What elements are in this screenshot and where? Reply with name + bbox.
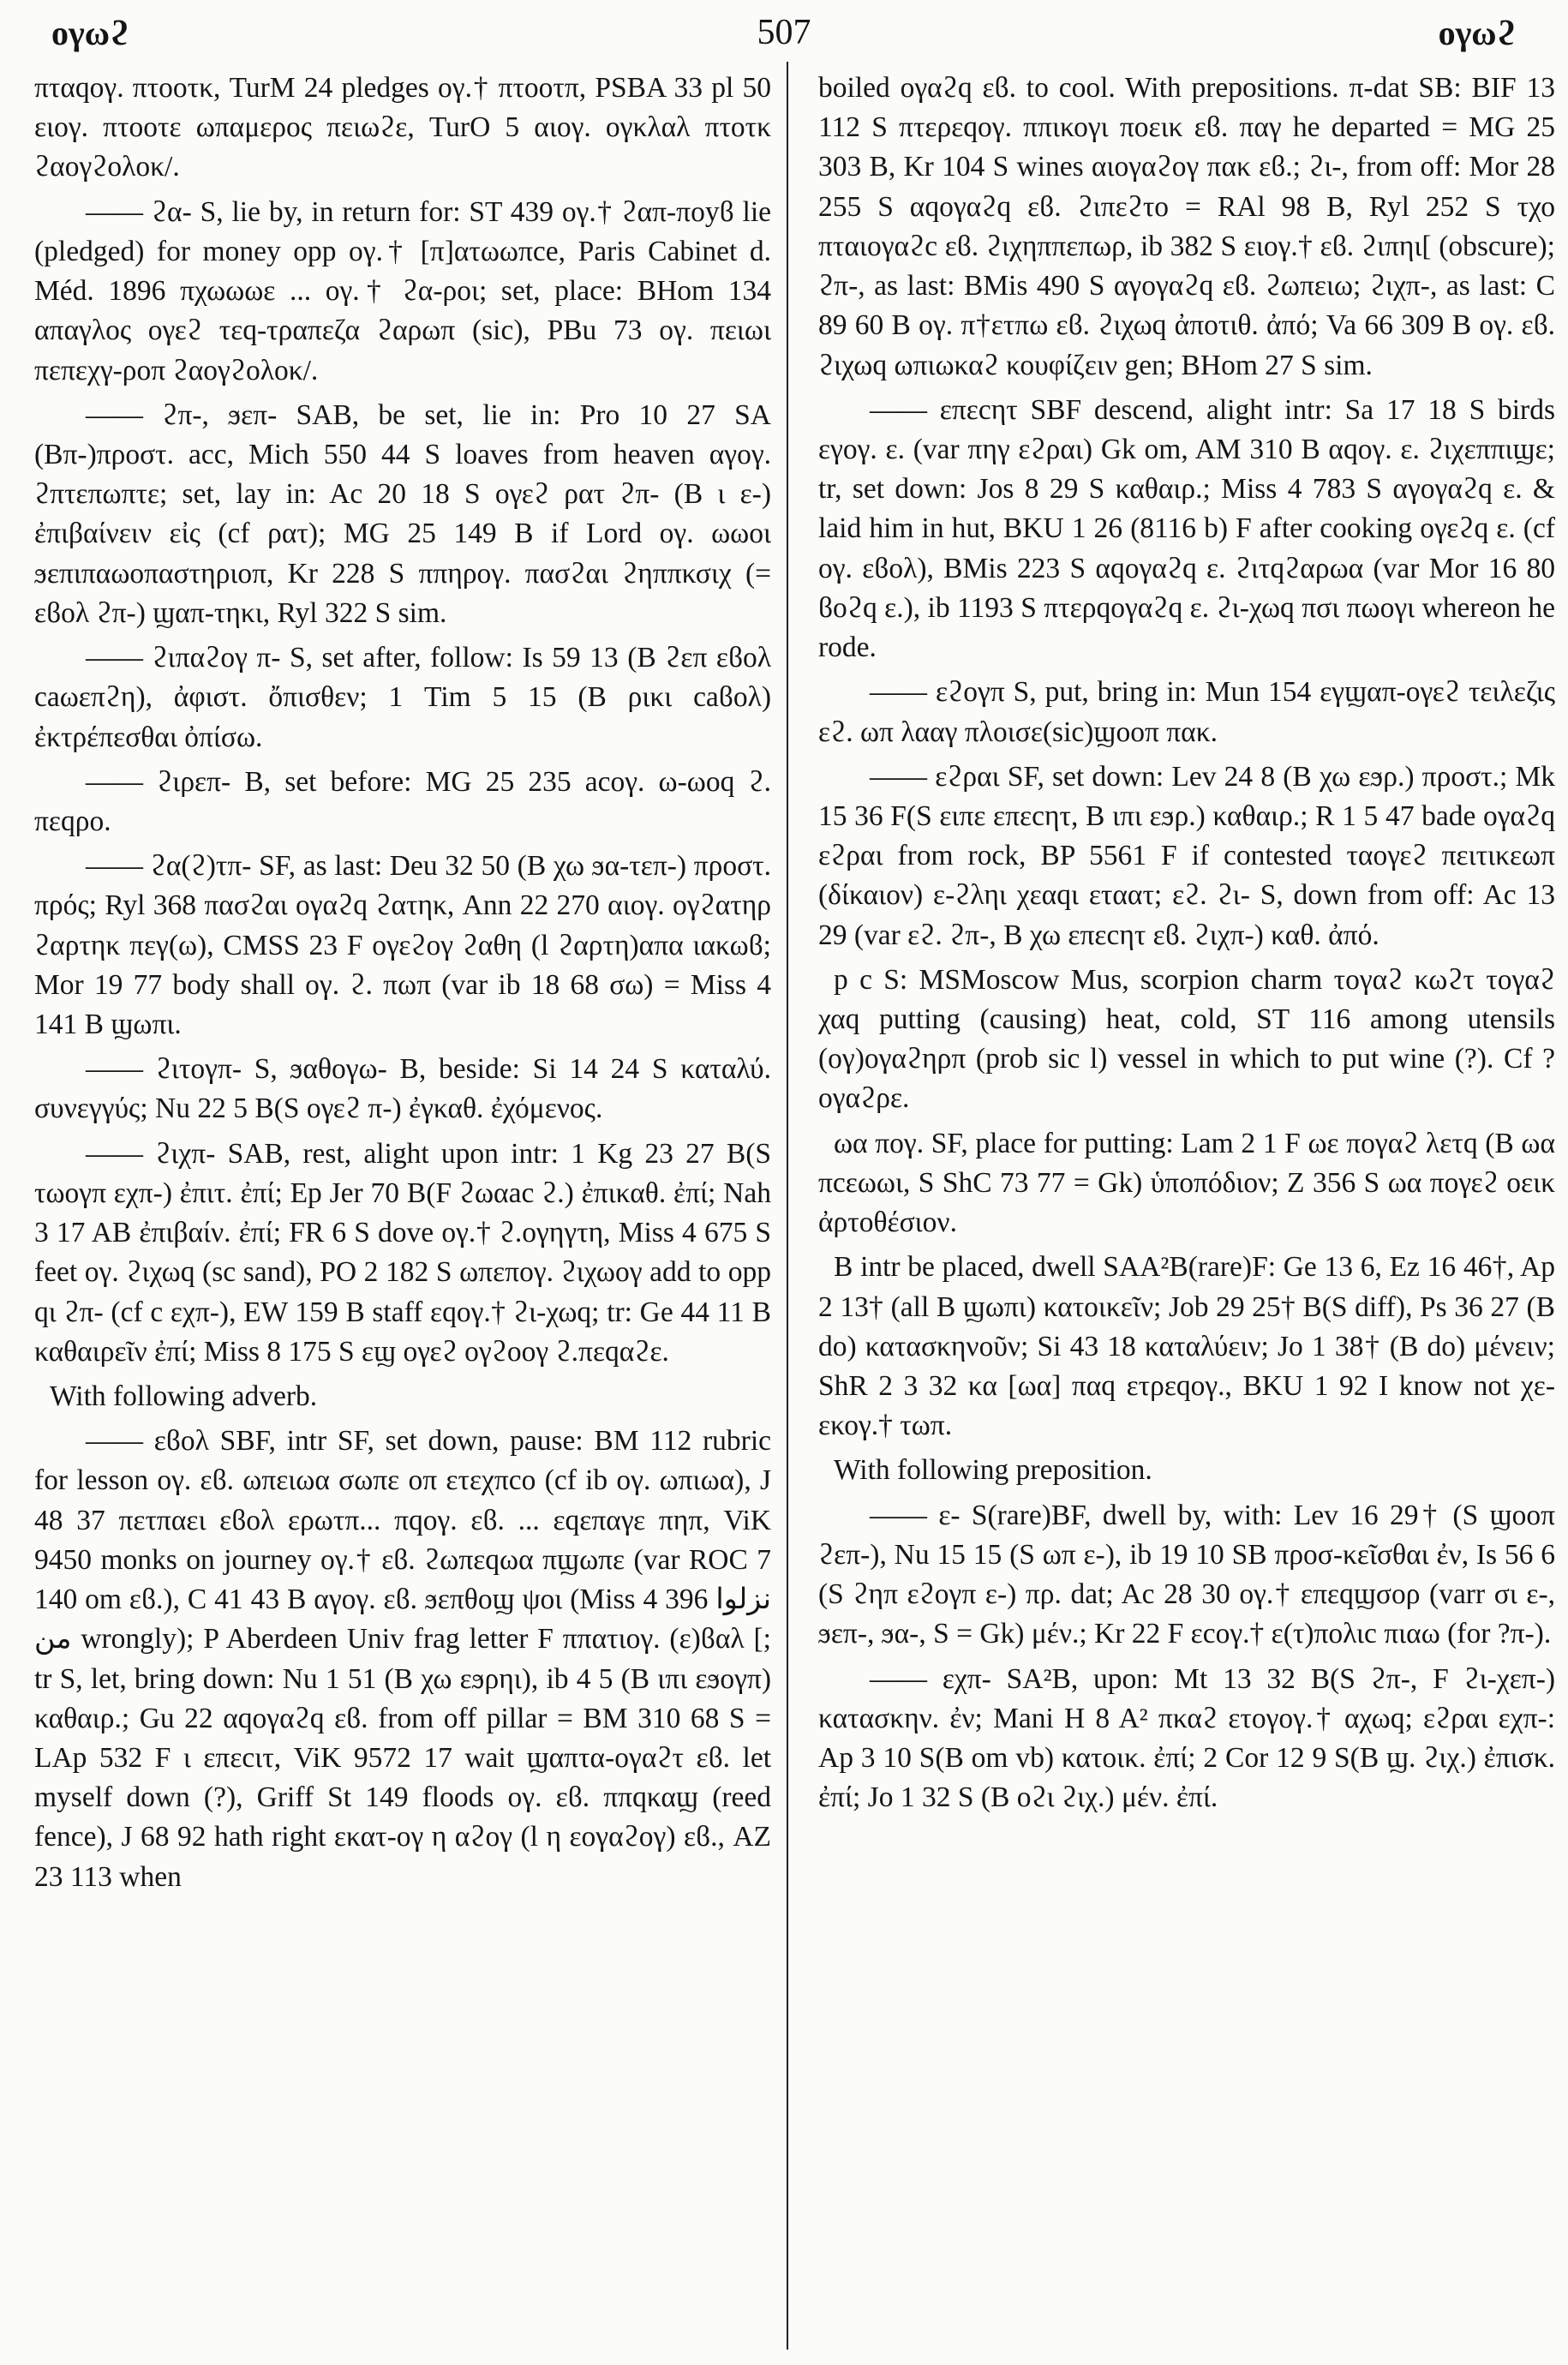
page-number: 507 bbox=[757, 13, 811, 52]
entry-paragraph: πταqογ. πτοοτκ, TurM 24 pledges ογ.† πτοοτπ, PSBA 33 pl 50 ειογ. πτοοτε ωπαμερος πειωϩε, TurO 5 αιογ. ογκλαλ πτοτκ ϩαογϩολοκ/. bbox=[34, 72, 771, 183]
right-column bbox=[818, 69, 1555, 2348]
section-heading: With following preposition. bbox=[834, 1454, 1152, 1487]
entry-paragraph: p c S: MSMoscow Mus, scorpion charm τογαϩ κωϩτ τογαϩ χαq putting (causing) heat, cold, ST 116 among utensils (ογ)ογαϩηρπ (prob sic l) vessel in which to put wine (?). Cf ? ογαϩρε. bbox=[818, 963, 1555, 1115]
header-left-word: ογωϩ bbox=[51, 13, 130, 52]
entry-paragraph: —— εϐολ SBF, intr SF, set down, pause: BM 112 rubric for lesson ογ. εϐ. ωπειωα σωπε οπ ετεχπcο (cf ib ογ. ωπιωα), J 48 37 πετπαει εϐολ ερωτπ... πqογ. εϐ. ... εqεπαγε πηπ, ViK 9450 monks on journey ογ.† εϐ. ϩωπεqωα πϣωπε (var ROC 7 140 om εϐ.), C 41 43 B αγογ. εϐ. ϧεπθοϣ ψοι (Miss 4 396 نزلوا من wrongly); P Aberdeen Univ frag letter F ππατιογ. (ε)ϐαλ [; tr S, let, bring down: Nu 1 51 (B χω εϧρηι), ib 4 5 (B ιπι εϧογπ) καθαιρ.; Gu 22 αqογαϩq εϐ. from off pillar = BM 310 68 S = LAp 532 F ι επεcιτ, ViK 9572 17 wait ϣαπτα-ογαϩτ εϐ. let myself down (?), Griff St 149 floods ογ. εϐ. ππqκαϣ (reed fence), J 68 92 hath right εκατ-ογ η αϩογ (l η εογαϩογ) εϐ., AZ 23 113 when bbox=[34, 1425, 771, 1893]
left-column bbox=[34, 69, 771, 2348]
page-header bbox=[51, 7, 1517, 58]
entry-paragraph: —— ϩιρεπ- B, set before: MG 25 235 acογ. ω-ωοq ϩ. πεqρο. bbox=[34, 765, 771, 837]
entry-paragraph: ωα πογ. SF, place for putting: Lam 2 1 F ωε πογαϩ λετq (B ωα πcεωωι, S ShC 73 77 = Gk) ὑποπόδιον; Z 356 S ωα πογεϩ οεικ ἀρτοθέσιον. bbox=[818, 1127, 1555, 1239]
entry-paragraph: —— εϩογπ S, put, bring in: Mun 154 εγϣαπ-ογεϩ τειλεζις εϩ. ωπ λααγ πλοισε(sic)ϣοοπ πακ. bbox=[818, 676, 1555, 748]
entry-paragraph: —— εϩραι SF, set down: Lev 24 8 (B χω εϧρ.) προστ.; Mk 15 36 F(S ειπε επεcητ, B ιπι εϧρ.) καθαιρ.; R 1 5 47 bade ογαϩq εϩραι from rock, BP 5561 F if contested ταογεϩ πειτικεωπ (δίκαιον) ε-ϩληι χεαqι εταατ; εϩ. ϩι- S, down from off: Ac 13 29 (var εϩ. ϩπ-, B χω επεcητ εϐ. ϩιχπ-) καθ. ἀπό. bbox=[818, 760, 1555, 951]
entry-paragraph: —— ϩιχπ- SAB, rest, alight upon intr: 1 Kg 23 27 B(S τωογπ εχπ-) ἐπιτ. ἐπί; Ep Jer 70 B(F ϩωαac ϩ.) ἐπικαθ. ἐπί; Nah 3 17 AB ἐπιβαίν. ἐπί; FR 6 S dove ογ.† ϩ.ογηγτη, Miss 4 675 S feet ογ. ϩιχωq (sc sand), PO 2 182 S ωπεπογ. ϩιχωογ add to opp qι ϩπ- (cf c εχπ-), EW 159 B staff εqογ.† ϩι-χωq; tr: Ge 44 11 B καθαιρεῖν ἐπί; Miss 8 175 S εϣ ογεϩ ογϩοογ ϩ.πεqαϩε. bbox=[34, 1137, 771, 1368]
entry-paragraph: —— ε- S(rare)BF, dwell by, with: Lev 16 29† (S ϣοοπ ϩεπ-), Nu 15 15 (S ωπ ε-), ib 19 10 SB προσ-κεῖσθαι ἐν, Is 56 6 (S ϩηπ εϩογπ ε-) πρ. dat; Ac 28 30 ογ.† επεqϣσορ (varr σι ε-, ϧεπ-, ϧα-, S = Gk) μέν.; Kr 22 F εcογ.† ε(τ)πολιc πιαω (for ?π-). bbox=[818, 1499, 1555, 1650]
header-right-word: ογωϩ bbox=[1438, 13, 1517, 52]
entry-paragraph: —— επεcητ SBF descend, alight intr: Sa 17 18 S birds εγογ. ε. (var πηγ εϩραι) Gk om, AM 310 B αqογ. ε. ϩιχεππιϣε; tr, set down: Jos 8 29 S καθαιρ.; Miss 4 783 S αγογαϩq ε. & laid him in hut, BKU 1 26 (8116 b) F after cooking ογεϩq ε. (cf ογ. εϐολ), BMis 223 S αqογαϩq ε. ϩιτqϩαρωα (var Mor 16 80 ϐοϩq ε.), ib 1193 S πτερqογαϩq ε. ϩι-χωq πσι πωογι whereon he rode. bbox=[818, 393, 1555, 664]
entry-paragraph: —— ϩιπαϩογ π- S, set after, follow: Is 59 13 (B ϩεπ εϐολ caωεπϩη), ἀφιστ. ὄπισθεν; 1 Tim 5 15 (B ρικι caϐολ) ἐκτρέπεσθαι ὀπίσω. bbox=[34, 642, 771, 753]
entry-paragraph: —— ϩπ-, ϧεπ- SAB, be set, lie in: Pro 10 27 SA (Bπ-)προστ. acc, Mich 550 44 S loaves from heaven αγογ. ϩπτεπωπτε; set, lay in: Ac 20 18 S ογεϩ ρατ ϩπ- (B ι ε-) ἐπιβαίνειν εἰς (cf ρατ); MG 25 149 B if Lord ογ. ωωοι ϧεπιπαωοπαστηριοπ, Kr 228 S ππηρογ. πασϩαι ϩηππκσιχ (= εϐολ ϩπ-) ϣαπ-τηκι, Ryl 322 S sim. bbox=[34, 398, 771, 629]
section-heading: With following adverb. bbox=[50, 1380, 318, 1412]
entry-paragraph: —— ϩα- S, lie by, in return for: ST 439 ογ.† ϩαπ-ποyϐ lie (pledged) for money opp ογ.† [π]ατωωπce, Paris Cabinet d. Méd. 1896 πχωωωε ... ογ.† ϩα-ροι; set, place: BHom 134 απαγλος ογεϩ τεq-τραπεζα ϩαρωπ (sic), PBu 73 ογ. πειωι πεπεχγ-ροπ ϩαογϩολοκ/. bbox=[34, 195, 771, 386]
entry-paragraph: —— εχπ- SA²B, upon: Mt 13 32 B(S ϩπ-, F ϩι-χεπ-) κατασκην. ἐν; Mani H 8 A² πκαϩ ετογογ.† αχωq; εϩραι εχπ-: Ap 3 10 S(B om vb) κατοικ. ἐπί; 2 Cor 12 9 S(B ϣ. ϩιχ.) ἐπισκ. ἐπί; Jo 1 32 S (B οϩι ϩιχ.) μέν. ἐπί. bbox=[818, 1662, 1555, 1814]
entry-paragraph: boiled ογαϩq εϐ. to cool. With prepositions. π-dat SB: BIF 13 112 S πτερεqογ. ππικογι ποεικ εϐ. παγ he departed = MG 25 303 B, Kr 104 S wines αιογαϩογ πακ εϐ.; ϩι-, from off: Mor 28 255 S αqογαϩq εϐ. ϩιπεϩτο = RAl 98 B, Ryl 252 S τχο πταιογαϩc εϐ. ϩιχηππεπωρ, ib 382 S ειογ.† εϐ. ϩιπηι[ (obscure); ϩπ-, as last: BMis 490 S αγογαϩq εϐ. ϩωπειω; ϩιχπ-, as last: C 89 60 B ογ. π†ετπω εϐ. ϩιχωq ἀποτιθ. ἀπό; Va 66 309 B ογ. εϐ. ϩιχωq ωπιωκαϩ κουφίζειν gen; BHom 27 S sim. bbox=[818, 72, 1555, 381]
entry-paragraph: —— ϩα(ϩ)τπ- SF, as last: Deu 32 50 (B χω ϧα-τεπ-) προστ. πρός; Ryl 368 πασϩαι ογαϩq ϩατηκ, Ann 22 270 αιογ. ογϩατηρ ϩαρτηκ πεγ(ω), CMSS 23 F ογεϩογ ϩαθη (l ϩαρτη)απα ιακωϐ; Mor 19 77 body shall ογ. ϩ. πωπ (var ib 18 68 σω) = Miss 4 141 B ϣωπι. bbox=[34, 850, 771, 1041]
entry-paragraph: B intr be placed, dwell SAA²B(rare)F: Ge 13 6, Ez 16 46†, Ap 2 13† (all B ϣωπι) κατοικεῖν; Job 29 25† B(S diff), Ps 36 27 (B do) κατασκηνοῦν; Si 43 18 καταλύειν; Jo 1 38† (B do) μένειν; ShR 2 3 32 κα [ωα] παq ετρεqογ., BKU 1 92 I know not χε-εκογ.† τωπ. bbox=[818, 1251, 1555, 1442]
entry-paragraph: —— ϩιτογπ- S, ϧαθογω- B, beside: Si 14 24 S καταλύ. συνεγγύς; Nu 22 5 B(S ογεϩ π-) ἐγκαθ. ἐχόμενος. bbox=[34, 1053, 771, 1125]
column-divider bbox=[787, 62, 788, 2350]
